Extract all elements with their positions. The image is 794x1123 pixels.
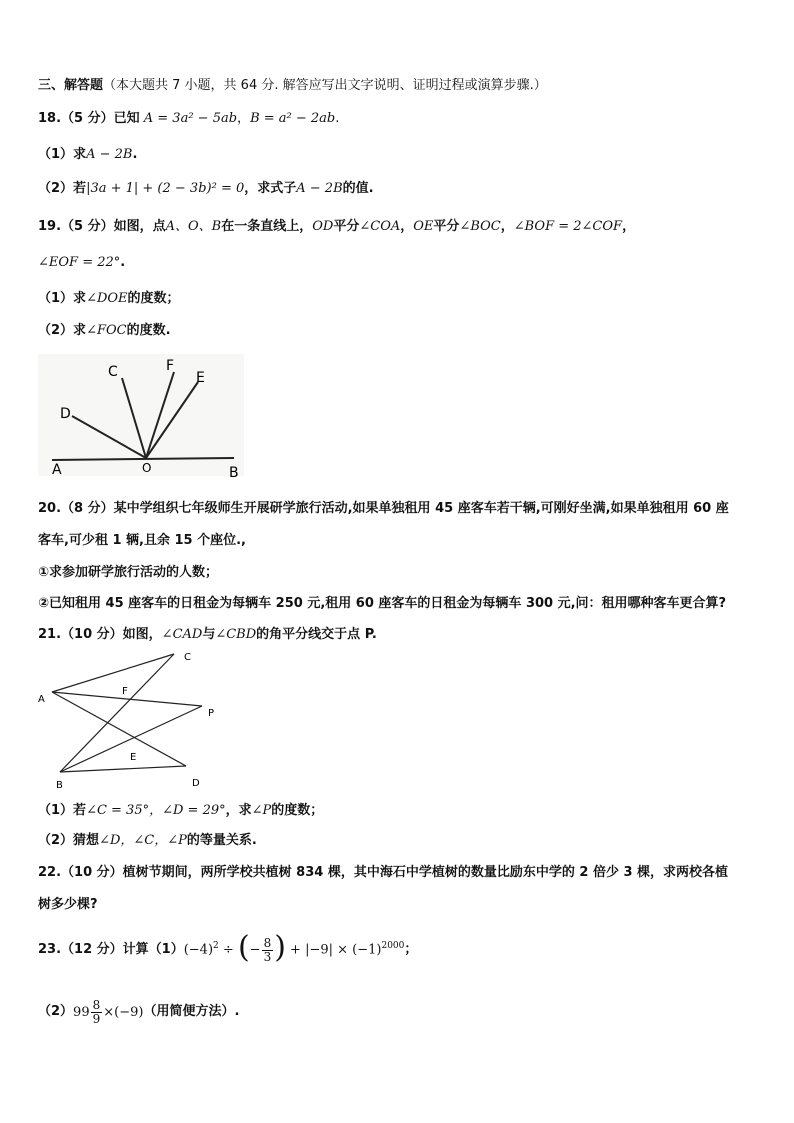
q21-cad: ∠CAD <box>161 627 203 642</box>
label-b: B <box>56 780 63 791</box>
q21-p1-expr2: ∠P <box>251 803 272 818</box>
q19-boc: ∠BOC <box>459 219 501 234</box>
q23-p2-expr <box>73 999 143 1026</box>
q18-p1-text: 求 <box>73 147 87 162</box>
q18-end: . <box>335 111 340 126</box>
q20-line1: 某中学组织七年级师生开展研学旅行活动,如果单独租用 45 座客车若干辆,可刚好坐满,如果单独租用 60 座 <box>113 501 729 516</box>
q19-bof: ∠BOF = 2∠COF <box>513 219 623 234</box>
fraction-denominator: 9 <box>92 1011 101 1026</box>
question-19 <box>38 218 635 236</box>
q23-p1-base: (−4) <box>183 942 214 958</box>
label-p: P <box>208 708 215 719</box>
fraction-8-3 <box>262 937 274 964</box>
q19-oe: OE <box>413 219 434 234</box>
q21-text3: 的角平分线交于点 P. <box>256 627 377 642</box>
q18-p2-expr: |3a + 1| + (2 − 3b)² = 0 <box>86 181 245 196</box>
q19-points: A、O、B <box>165 219 222 234</box>
label-e: E <box>196 370 205 386</box>
q23-p2-whole: 99 <box>73 1004 90 1020</box>
q21-p1-label: （1） <box>38 803 74 818</box>
q19-p2-expr: ∠FOC <box>86 323 127 338</box>
q19-score: （5 分） <box>61 219 114 234</box>
left-paren: ( <box>237 930 250 965</box>
q23-intro: 计算 <box>122 942 149 957</box>
q21-p1-end: 的度数； <box>271 803 324 818</box>
label-c: C <box>184 652 191 663</box>
q23-p2-end: （用简便方法）. <box>143 1004 240 1019</box>
q18-p1-label: （1） <box>38 147 74 162</box>
section-note: （本大题共 7 小题，共 64 分. 解答应写出文字说明、证明过程或演算步骤.） <box>103 78 547 93</box>
q22-line1: 植树节期间，两所学校共植树 834 棵，其中海石中学植树的数量比励东中学的 2 倍少 3 棵，求两校各植 <box>122 865 729 880</box>
q18-p2-label: （2） <box>38 181 74 196</box>
section-header <box>38 77 547 95</box>
fraction-denominator: 3 <box>263 949 272 964</box>
q19-text3: 平分 <box>333 219 360 234</box>
label-d: D <box>60 406 71 422</box>
q23-p1-exponent-2: 2000 <box>381 941 405 952</box>
q21-part-2 <box>38 832 257 850</box>
label-e: E <box>130 752 137 763</box>
q21-text2: 与 <box>202 627 216 642</box>
q19-text6: ， <box>500 219 514 234</box>
q19-figure <box>36 352 256 484</box>
q18-part-2 <box>38 180 374 198</box>
q18-expr-b: B = a² − 2ab <box>250 111 336 126</box>
q21-p2-text: 猜想 <box>73 833 100 848</box>
q21-score: （10 分） <box>61 627 123 642</box>
q23-p1-divide: ÷ <box>218 942 238 958</box>
q19-part-2 <box>38 322 171 340</box>
label-d: D <box>192 778 200 789</box>
right-paren: ) <box>274 930 286 965</box>
q19-p2-text: 求 <box>73 323 87 338</box>
q18-p2-mid: ，求式子 <box>244 181 297 196</box>
q23-p1-rest: + |−9| × (−1) <box>285 942 382 958</box>
q19-p2-end: 的度数. <box>126 323 171 338</box>
label-f: F <box>166 358 175 374</box>
fraction-8-9 <box>91 999 103 1026</box>
q20-number: 20. <box>38 501 62 516</box>
q18-p1-end: . <box>132 147 138 162</box>
fraction-numerator: 8 <box>92 997 101 1012</box>
q21-figure <box>36 648 232 794</box>
q19-p1-end: 的度数； <box>127 291 180 306</box>
q19-text1: 如图，点 <box>113 219 166 234</box>
q20-score: （8 分） <box>61 501 114 516</box>
q21-part-1 <box>38 802 323 820</box>
q22-score: （10 分） <box>61 865 123 880</box>
question-20 <box>38 500 729 518</box>
q18-p2-end: 的值. <box>342 181 374 196</box>
label-f: F <box>122 686 128 697</box>
fraction-numerator: 8 <box>263 935 272 950</box>
q21-p2-expr: ∠D，∠C，∠P <box>99 833 187 848</box>
q18-p2-text: 若 <box>73 181 87 196</box>
q18-p2-expr2: A − 2B <box>296 181 343 196</box>
segment-bd <box>60 766 186 772</box>
q19-text2: 在一条直线上， <box>221 219 313 234</box>
q18-intro: 已知 <box>113 111 140 126</box>
q23-p1-expr <box>183 930 405 965</box>
question-23 <box>38 930 417 970</box>
question-21 <box>38 626 377 644</box>
q23-p1-end: ； <box>404 942 418 957</box>
q18-p1-expr: A − 2B <box>86 147 133 162</box>
q18-number: 18. <box>38 111 62 126</box>
q18-separator: ， <box>237 111 251 126</box>
question-18 <box>38 110 339 128</box>
q19-part-1 <box>38 290 180 308</box>
q19-p1-expr: ∠DOE <box>86 291 128 306</box>
q23-part-2 <box>38 992 239 1032</box>
q19-text5: 平分 <box>433 219 460 234</box>
q18-score: （5 分） <box>61 111 114 126</box>
q22-line2: 树多少棵? <box>38 897 98 912</box>
q19-coa: ∠COA <box>359 219 401 234</box>
q18-part-1 <box>38 146 137 164</box>
q19-p1-text: 求 <box>73 291 87 306</box>
q20-part-2: ②已知租用 45 座客车的日租金为每辆车 250 元,租用 60 座客车的日租金为每辆车 300 元,问：租用哪种客车更合算? <box>38 596 727 611</box>
q21-p2-label: （2） <box>38 833 74 848</box>
label-o: O <box>142 461 152 475</box>
q23-score: （12 分） <box>61 942 123 957</box>
q19-condition <box>38 254 125 272</box>
q19-eof-end: . <box>120 255 126 270</box>
q21-p1-expr: ∠C = 35°，∠D = 29° <box>86 803 226 818</box>
q19-od: OD <box>312 219 334 234</box>
section-title: 三、解答题 <box>38 78 104 93</box>
q18-expr-a: A = 3a² − 5ab <box>143 111 238 126</box>
q21-cbd: ∠CBD <box>215 627 257 642</box>
q23-p1-label: （1） <box>148 942 184 957</box>
q19-number: 19. <box>38 219 62 234</box>
label-b: B <box>229 465 239 481</box>
q21-p2-end: 的等量关系. <box>186 833 257 848</box>
q20-line2: 客车,可少租 1 辆,且余 15 个座位., <box>38 533 246 548</box>
q21-number: 21. <box>38 627 62 642</box>
q19-eof: ∠EOF = 22° <box>38 255 121 270</box>
question-22 <box>38 864 728 882</box>
q22-number: 22. <box>38 865 62 880</box>
q23-p1-minus: − <box>249 942 261 958</box>
q19-p2-label: （2） <box>38 323 74 338</box>
q21-p1-mid: ，求 <box>225 803 252 818</box>
q23-p2-rest: ×(−9) <box>103 1004 144 1020</box>
q19-text4: ， <box>400 219 414 234</box>
q23-p1-exponent: 2 <box>213 941 219 952</box>
label-a: A <box>38 694 45 705</box>
q21-p1-text: 若 <box>73 803 87 818</box>
q23-number: 23. <box>38 942 62 957</box>
q23-p2-label: （2） <box>38 1004 74 1019</box>
label-c: C <box>108 364 118 380</box>
label-a: A <box>52 462 62 478</box>
q19-p1-label: （1） <box>38 291 74 306</box>
q19-text7: ， <box>622 219 636 234</box>
q21-text1: 如图， <box>122 627 162 642</box>
q20-part-1: ①求参加研学旅行活动的人数； <box>38 565 219 580</box>
